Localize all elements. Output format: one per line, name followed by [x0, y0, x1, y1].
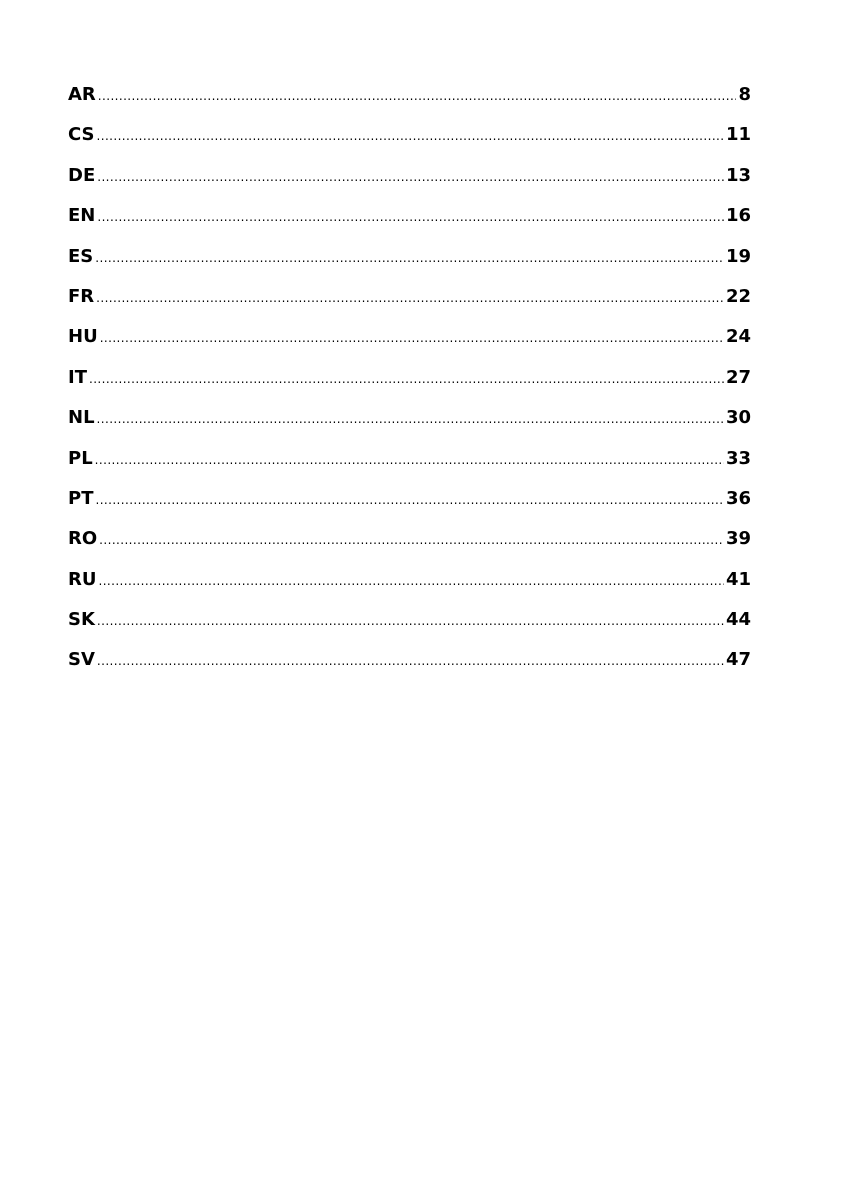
toc-entry-sk[interactable]: [68, 607, 751, 647]
toc-entry-code: CS: [68, 124, 95, 146]
toc-entry-page: 19: [725, 245, 751, 267]
toc-entry-code: RU: [68, 568, 97, 590]
toc-entry-page: 44: [725, 609, 751, 631]
toc-entry-pt[interactable]: [68, 486, 751, 526]
toc-entry-pl[interactable]: [68, 446, 751, 486]
toc-entry-nl[interactable]: [68, 405, 751, 445]
toc-dot-leader: [97, 164, 724, 190]
toc-entry-code: SK: [68, 609, 95, 631]
toc-entry-code: ES: [68, 245, 94, 267]
toc-entry-page: 47: [725, 649, 751, 671]
table-of-contents: [68, 82, 751, 688]
toc-dot-leader: [97, 204, 724, 230]
toc-entry-page: 8: [738, 84, 751, 105]
toc-entry-page: 33: [725, 447, 751, 469]
toc-entry-fr[interactable]: [68, 284, 751, 324]
toc-entry-code: EN: [68, 205, 96, 227]
toc-dot-leader: [97, 123, 724, 149]
toc-dot-leader: [97, 648, 724, 674]
toc-entry-de[interactable]: [68, 163, 751, 203]
toc-entry-page: 22: [725, 285, 751, 307]
toc-entry-code: NL: [68, 407, 95, 429]
toc-entry-page: 13: [725, 164, 751, 186]
toc-entry-code: PL: [68, 447, 93, 469]
toc-dot-leader: [98, 83, 737, 109]
toc-entry-sv[interactable]: [68, 647, 751, 687]
toc-dot-leader: [95, 487, 723, 513]
toc-entry-code: DE: [68, 164, 96, 186]
toc-entry-en[interactable]: [68, 203, 751, 243]
toc-entry-ar[interactable]: [68, 82, 751, 122]
toc-entry-page: 39: [725, 528, 751, 550]
toc-entry-code: PT: [68, 487, 94, 509]
toc-entry-page: 41: [725, 568, 751, 590]
toc-entry-code: RO: [68, 528, 98, 550]
toc-dot-leader: [100, 325, 724, 351]
toc-entry-code: FR: [68, 285, 95, 307]
toc-dot-leader: [96, 285, 724, 311]
toc-entry-page: 24: [725, 326, 751, 348]
toc-entry-it[interactable]: [68, 365, 751, 405]
toc-entry-page: 30: [725, 407, 751, 429]
toc-dot-leader: [95, 245, 724, 271]
toc-dot-leader: [97, 608, 724, 634]
toc-entry-page: 11: [725, 124, 751, 146]
toc-dot-leader: [97, 406, 724, 432]
toc-entry-page: 16: [725, 205, 751, 227]
toc-entry-cs[interactable]: [68, 122, 751, 162]
toc-dot-leader: [99, 527, 724, 553]
toc-entry-code: AR: [68, 84, 96, 105]
toc-entry-ru[interactable]: [68, 567, 751, 607]
toc-dot-leader: [98, 568, 723, 594]
toc-entry-ro[interactable]: [68, 526, 751, 566]
toc-entry-code: IT: [68, 366, 87, 388]
toc-entry-es[interactable]: [68, 244, 751, 284]
toc-dot-leader: [95, 447, 724, 473]
toc-entry-code: HU: [68, 326, 98, 348]
toc-entry-hu[interactable]: [68, 324, 751, 364]
toc-dot-leader: [89, 366, 724, 392]
toc-entry-page: 27: [725, 366, 751, 388]
toc-entry-code: SV: [68, 649, 95, 671]
toc-entry-page: 36: [725, 487, 751, 509]
